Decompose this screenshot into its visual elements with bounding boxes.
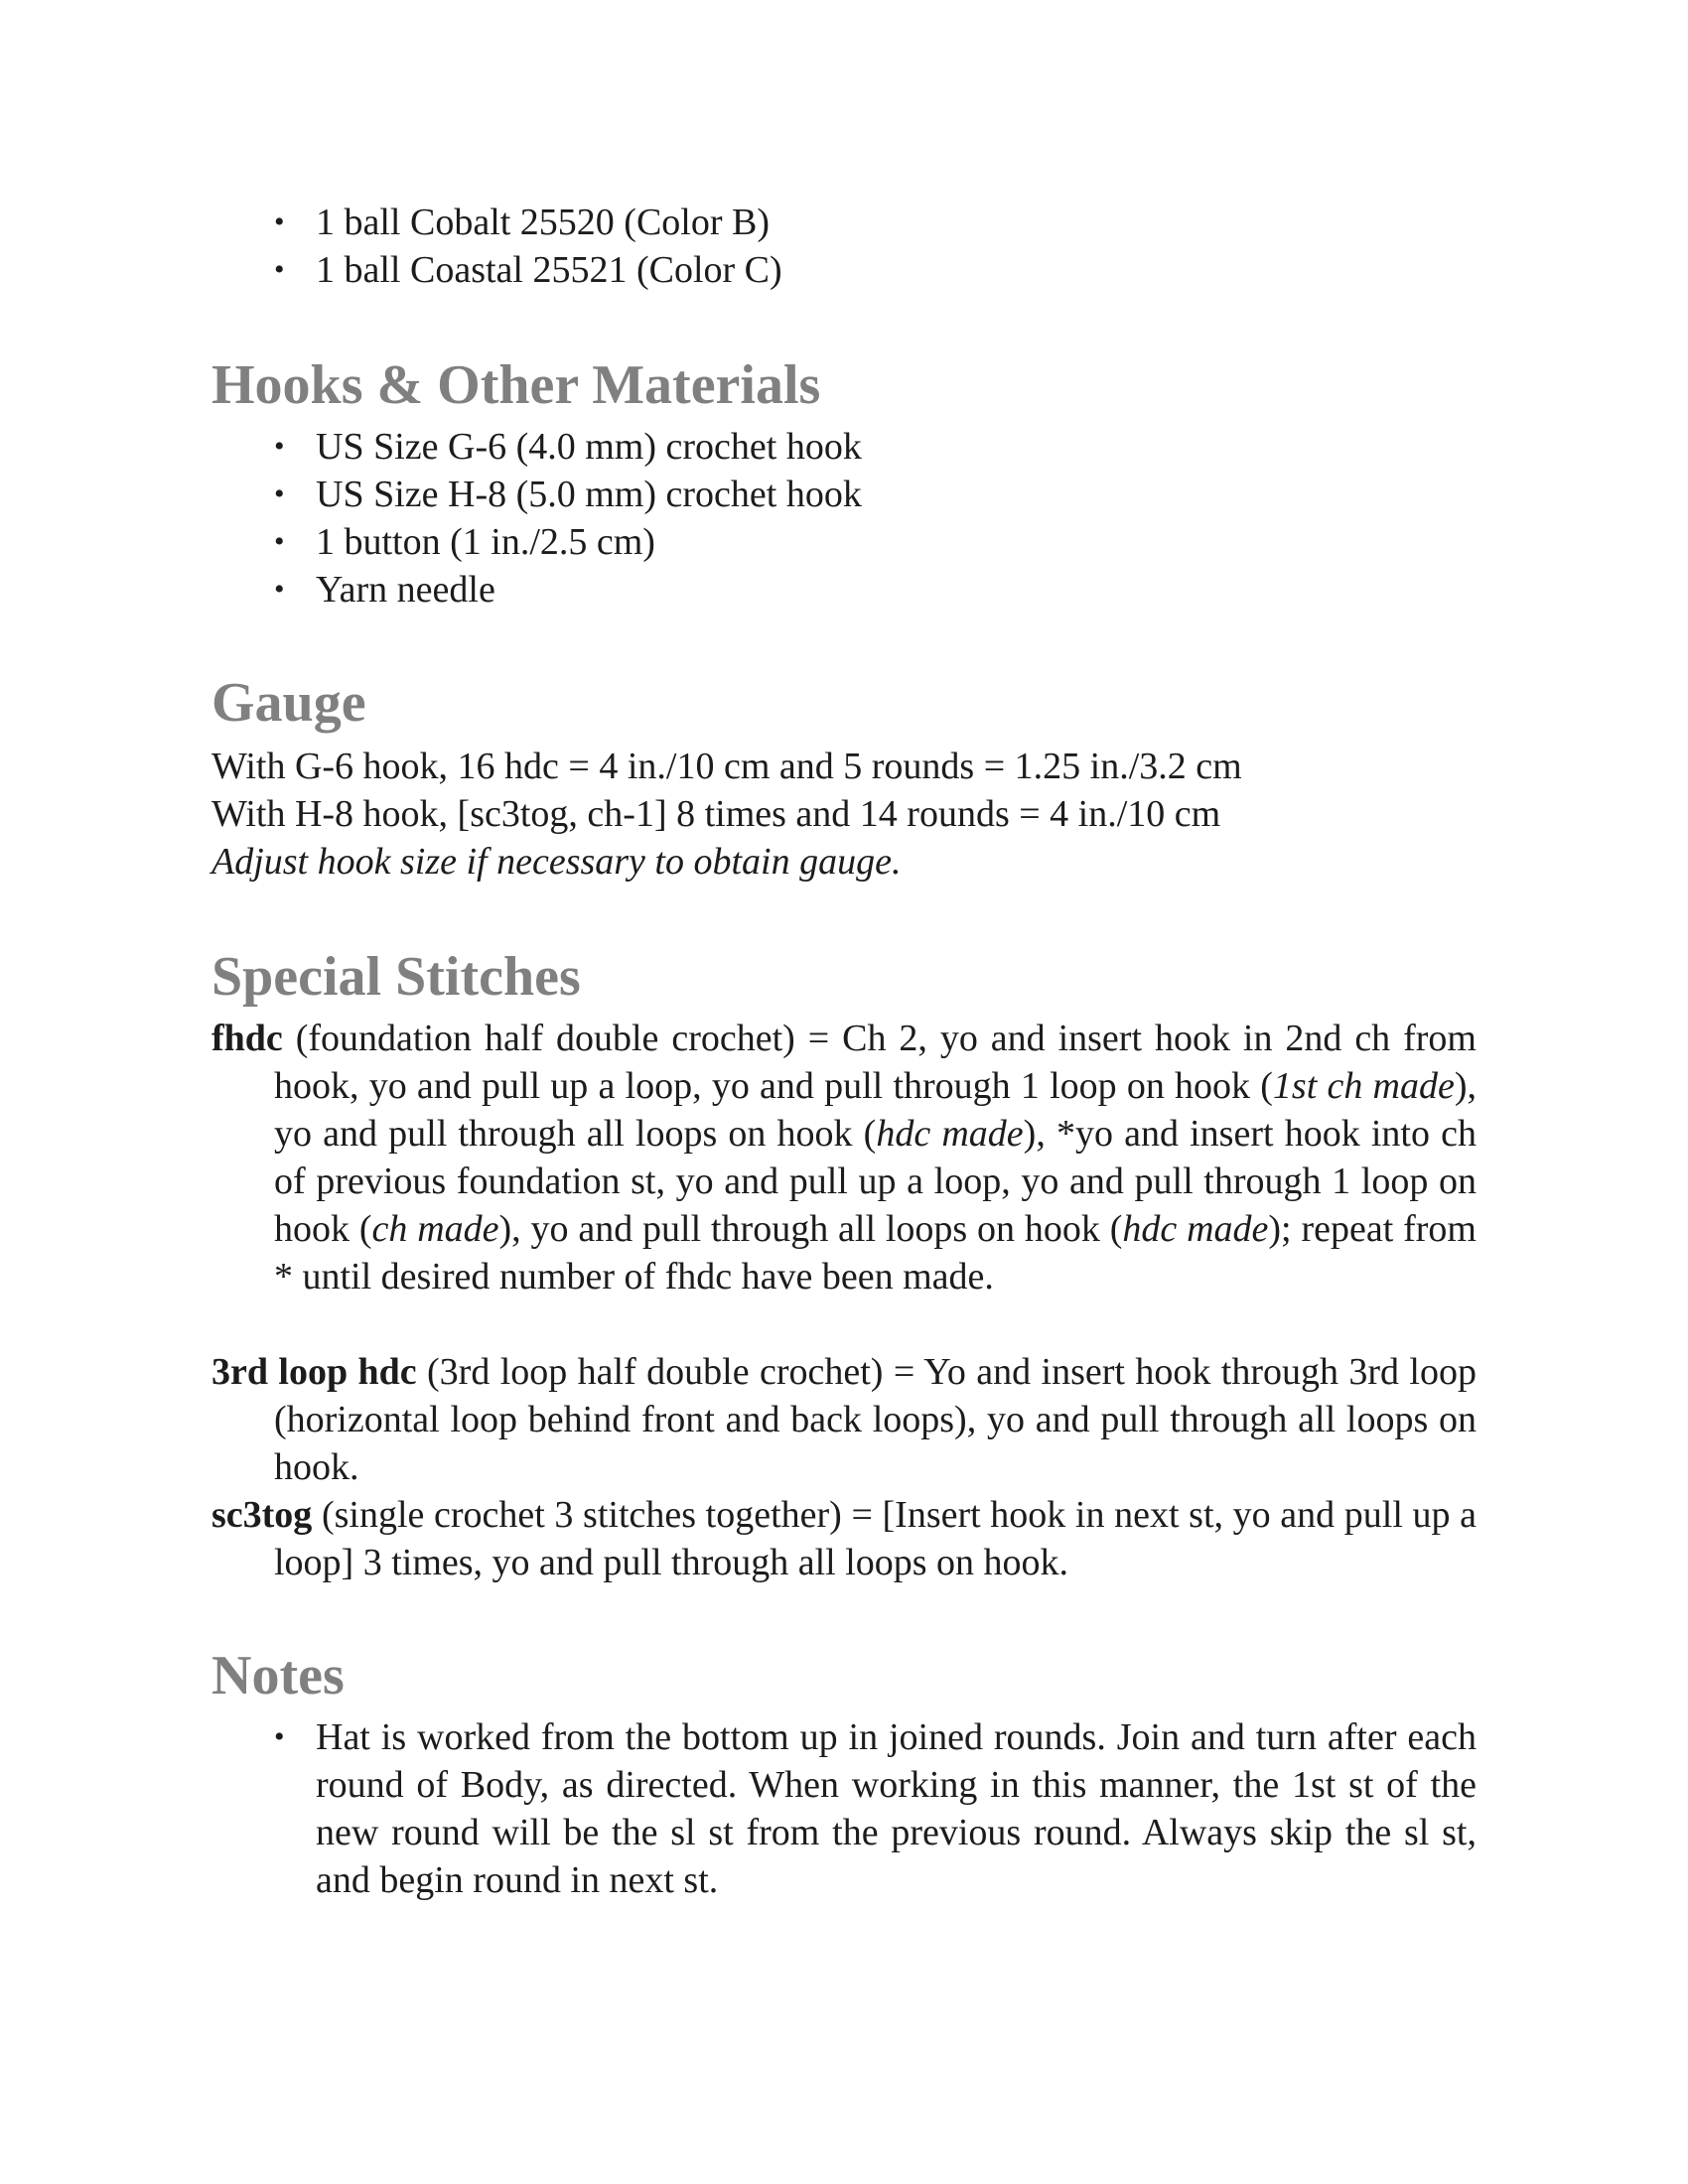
list-item-text: 1 ball Cobalt 25520 (Color B) — [316, 202, 771, 243]
stitch-definition-sc3tog — [211, 1491, 1477, 1586]
special-stitches-heading: Special Stitches — [211, 946, 581, 1008]
list-item — [0, 246, 782, 294]
yarn-list — [0, 199, 782, 294]
stitch-italic: hdc made — [876, 1113, 1024, 1155]
list-item-text: Yarn needle — [316, 569, 495, 611]
gauge-line-1: With G-6 hook, 16 hdc = 4 in./10 cm and 5 rounds = 1.25 in./3.2 cm — [211, 746, 1242, 787]
stitch-text: ), yo and pull through all loops on hook ( — [274, 1065, 1477, 1155]
gauge-line-2: With H-8 hook, [sc3tog, ch-1] 8 times and 14 rounds = 4 in./10 cm — [211, 793, 1221, 835]
list-item — [0, 423, 862, 471]
stitch-text: ); repeat from * until desired number of fhdc have been made. — [274, 1208, 1477, 1297]
list-item — [0, 199, 782, 246]
hooks-list — [0, 423, 862, 614]
notes-heading: Notes — [211, 1645, 345, 1706]
gauge-note: Adjust hook size if necessary to obtain gauge. — [211, 841, 902, 883]
list-item-text: US Size G-6 (4.0 mm) crochet hook — [316, 426, 862, 468]
bullet-icon: • — [274, 573, 285, 606]
hooks-heading: Hooks & Other Materials — [211, 354, 821, 416]
stitch-text: (single crochet 3 stitches together) = [Insert hook in next st, yo and pull up a loop] 3 times, yo and pull through all loops on hook. — [274, 1494, 1477, 1583]
stitch-text: ), yo and pull through all loops on hook ( — [498, 1208, 1123, 1250]
stitch-definition-fhdc — [211, 1015, 1477, 1300]
stitch-text: ), *yo and insert hook into ch of previous foundation st, yo and pull up a loop, yo and pull through 1 loop on hook ( — [274, 1113, 1477, 1250]
stitch-term: sc3tog — [211, 1494, 313, 1536]
bullet-icon: • — [274, 525, 285, 558]
stitch-definition-3rd-loop-hdc — [211, 1348, 1477, 1491]
list-item-text: 1 ball Coastal 25521 (Color C) — [316, 249, 782, 291]
list-item — [0, 471, 862, 518]
bullet-icon: • — [274, 430, 285, 463]
bullet-icon: • — [274, 253, 285, 286]
stitch-italic: ch made — [371, 1208, 499, 1250]
list-item-text: US Size H-8 (5.0 mm) crochet hook — [316, 474, 862, 515]
bullet-icon: • — [274, 478, 285, 510]
list-item — [0, 566, 862, 614]
note-item: Hat is worked from the bottom up in joined rounds. Join and turn after each round of Body, as directed. When working in this manner, the 1st st of the new round will be the sl st from the previous round. Always skip the sl st, and begin round in next st. — [316, 1716, 1477, 1901]
stitch-text: (foundation half double crochet) = Ch 2, yo and insert hook in 2nd ch from hook, yo and pull up a loop, yo and pull through 1 loop on hook ( — [274, 1018, 1477, 1107]
gauge-heading: Gauge — [211, 672, 366, 734]
stitch-italic: hdc made — [1122, 1208, 1269, 1250]
bullet-icon: • — [274, 205, 285, 238]
stitch-term: fhdc — [211, 1018, 283, 1059]
stitch-term: 3rd loop hdc — [211, 1351, 417, 1393]
list-item-text: 1 button (1 in./2.5 cm) — [316, 521, 655, 563]
stitch-text: (3rd loop half double crochet) = Yo and insert hook through 3rd loop (horizontal loop behind front and back loops), yo and pull through all loops on hook. — [274, 1351, 1477, 1488]
stitch-italic: 1st ch made — [1272, 1065, 1455, 1107]
list-item — [0, 518, 862, 566]
bullet-icon: • — [274, 1720, 285, 1753]
